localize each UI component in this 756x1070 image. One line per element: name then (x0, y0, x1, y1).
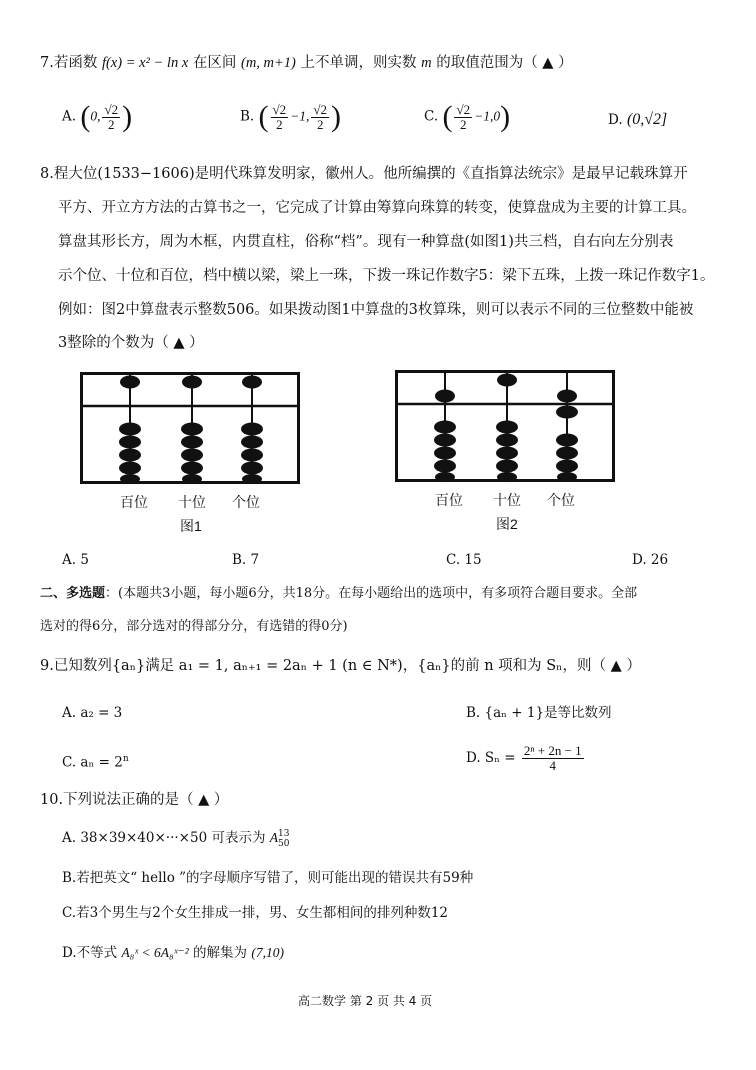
q7-function: f(x) = x² − ln x (101, 55, 189, 71)
q8-line-1: 8.程大位(1533−1606)是明代珠算发明家，徽州人。他所编撰的《直指算法统宗》是最早记载珠算开 (40, 166, 688, 182)
q7-mid: 在区间 (192, 55, 237, 71)
q7-option-b[interactable]: B. ( $\frac{√2}{2}$ −1, $\frac{√2}{2}$ ) (240, 100, 342, 133)
section2-line-2: 选对的得6分，部分选对的得部分分，有选错的得0分) (40, 619, 348, 634)
q8-line-5: 例如：图2中算盘表示整数506。如果拨动图1中算盘的3枚算珠，则可以表示不同的三位整数中能被 (58, 302, 694, 318)
fig1-caption: 图1 (180, 518, 202, 534)
q7-suffix: 上不单调，则实数 (300, 55, 417, 71)
fig2-caption: 图2 (496, 516, 518, 532)
abacus-figure-1 (80, 372, 310, 486)
abacus-figure-2 (395, 370, 625, 484)
q8-option-d[interactable]: D. 26 (632, 552, 669, 568)
q8-line-4: 示个位、十位和百位，档中横以梁，梁上一珠，下拨一珠记作数字5：梁下五珠，上拨一珠记作数字1。 (58, 268, 715, 284)
q10-option-b[interactable]: B.若把英文“ hello ”的字母顺序写错了，则可能出现的错误共有59种 (62, 870, 474, 886)
q7-interval: (m, m+1) (241, 55, 296, 71)
page-footer: 高二数学 第 2 页 共 4 页 (298, 994, 433, 1008)
q10-option-a[interactable]: A. 38×39×40×···×50 可表示为 A 13 50 (62, 828, 290, 849)
fig1-label-tens: 十位 (178, 494, 206, 510)
section2-intro: ：(本题共3小题，每小题6分，共18分。在每小题给出的选项中，有多项符合题目要求。全部 (105, 586, 638, 601)
q7-option-d[interactable]: D. (0,√2] (608, 111, 668, 128)
q7-prefix: 7.若函数 (40, 55, 98, 71)
q9-option-b[interactable]: B. {aₙ + 1}是等比数列 (466, 705, 612, 721)
q8-line-2: 平方、开立方方法的古算书之一，它完成了计算由筹算向珠算的转变，使算盘成为主要的计算工具。 (58, 200, 696, 216)
q8-option-a[interactable]: A. 5 (62, 552, 89, 568)
q8-line-6: 3整除的个数为（ ▲ ） (58, 335, 204, 351)
q7-stem (40, 53, 573, 73)
fig1-label-hundreds: 百位 (120, 494, 148, 510)
section2-header (40, 584, 637, 604)
q9-option-d[interactable]: D. Sₙ = $\frac{\text{2ⁿ + 2n − 1}}{4}$ (466, 743, 582, 773)
q8-option-b[interactable]: B. 7 (232, 552, 260, 568)
q8-option-c[interactable]: C. 15 (446, 552, 482, 568)
q9-option-c[interactable]: C. $a_n = 2^n$ (62, 754, 129, 771)
fig2-label-tens: 十位 (493, 492, 521, 508)
q9-option-a[interactable]: A. a₂ = 3 (62, 705, 123, 721)
q9-stem: 9.已知数列{aₙ}满足 a₁ = 1, aₙ₊₁ = 2aₙ + 1 (n ∈ N*)，{aₙ}的前 n 项和为 Sₙ，则（ ▲ ） (40, 658, 641, 674)
q10-option-c[interactable]: C.若3个男生与2个女生排成一排，男、女生都相间的排列种数12 (62, 905, 448, 921)
q10-option-d[interactable]: D.不等式 A₈ˣ < 6A₈ˣ⁻² 的解集为 (7,10) (62, 945, 284, 961)
section2-title: 二、多选题 (40, 586, 106, 601)
q7-option-a[interactable]: A. (0, $\frac{√2}{2}$ ) (62, 100, 133, 133)
q9-d-frac: $\frac{\text{2ⁿ + 2n − 1}}{4}$ (523, 743, 582, 773)
q7-tail: 的取值范围为（ ▲ ） (436, 55, 573, 71)
q7-a-frac: $\frac{√2}{2}$ (104, 101, 119, 132)
q7-var: m (421, 55, 432, 71)
fig1-label-ones: 个位 (232, 494, 260, 510)
q10-stem: 10.下列说法正确的是（ ▲ ） (40, 792, 229, 808)
fig2-label-ones: 个位 (547, 492, 575, 508)
q7-option-c[interactable]: C. ( $\frac{√2}{2}$ −1,0) (424, 100, 511, 133)
q8-line-3: 算盘其形长方，周为木框，内贯直柱，俗称“档”。现有一种算盘(如图1)共三档，自右向左分别表 (58, 234, 674, 250)
fig2-label-hundreds: 百位 (435, 492, 463, 508)
